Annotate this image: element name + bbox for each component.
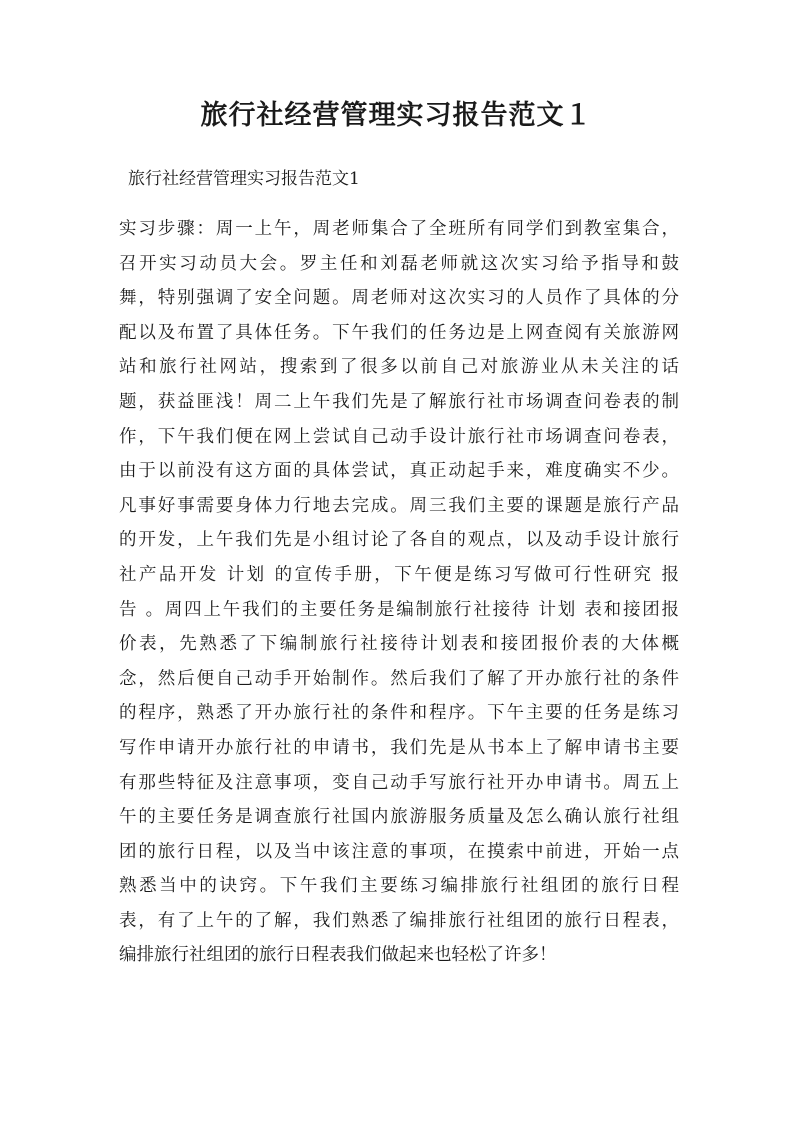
body-line: 写作申请开办旅行社的申请书，我们先是从书本上了解申请书主要 [119, 737, 679, 758]
body-line: 舞，特别强调了安全问题。周老师对这次实习的人员作了具体的分 [119, 288, 679, 309]
body-line: 实习步骤：周一上午，周老师集合了全班所有同学们到教室集合， [119, 219, 679, 239]
body-line: 团的旅行日程，以及当中该注意的事项，在摸索中前进，开始一点 [119, 841, 679, 862]
document-subtitle: 旅行社经营管理实习报告范文1 [128, 169, 360, 189]
body-line: 配以及布置了具体任务。下午我们的任务边是上网查阅有关旅游网 [119, 322, 679, 343]
body-line: 召开实习动员大会。罗主任和刘磊老师就这次实习给予指导和鼓 [119, 253, 679, 274]
body-line: 的开发，上午我们先是小组讨论了各自的观点，以及动手设计旅行 [119, 530, 679, 551]
body-line: 午的主要任务是调查旅行社国内旅游服务质量及怎么确认旅行社组 [119, 807, 679, 828]
document-title: 旅行社经营管理实习报告范文１ [200, 100, 593, 131]
body-line: 告 。周四上午我们的主要任务是编制旅行社接待 计划 表和接团报 [119, 599, 679, 620]
body-line: 编排旅行社组团的旅行日程表我们做起来也轻松了许多！ [119, 945, 557, 966]
body-line: 由于以前没有这方面的具体尝试，真正动起手来，难度确实不少。 [119, 461, 679, 482]
body-line: 站和旅行社网站，搜索到了很多以前自己对旅游业从未关注的话 [119, 357, 679, 378]
body-line: 熟悉当中的诀窍。下午我们主要练习编排旅行社组团的旅行日程 [119, 876, 679, 897]
body-line: 作，下午我们便在网上尝试自己动手设计旅行社市场调查问卷表， [119, 426, 679, 447]
document-body [119, 212, 679, 973]
body-line: 社产品开发 计划 的宣传手册，下午便是练习写做可行性研究 报 [119, 564, 679, 585]
body-line: 的程序，熟悉了开办旅行社的条件和程序。下午主要的任务是练习 [119, 703, 679, 724]
body-line: 念，然后便自己动手开始制作。然后我们了解了开办旅行社的条件 [119, 668, 679, 689]
body-line: 表，有了上午的了解，我们熟悉了编排旅行社组团的旅行日程表， [119, 910, 679, 931]
body-line: 凡事好事需要身体力行地去完成。周三我们主要的课题是旅行产品 [119, 495, 679, 516]
body-line: 题，获益匪浅！周二上午我们先是了解旅行社市场调查问卷表的制 [119, 391, 679, 412]
body-line: 有那些特征及注意事项，变自己动手写旅行社开办申请书。周五上 [119, 772, 679, 793]
body-line: 价表，先熟悉了下编制旅行社接待计划表和接团报价表的大体概 [119, 634, 679, 655]
